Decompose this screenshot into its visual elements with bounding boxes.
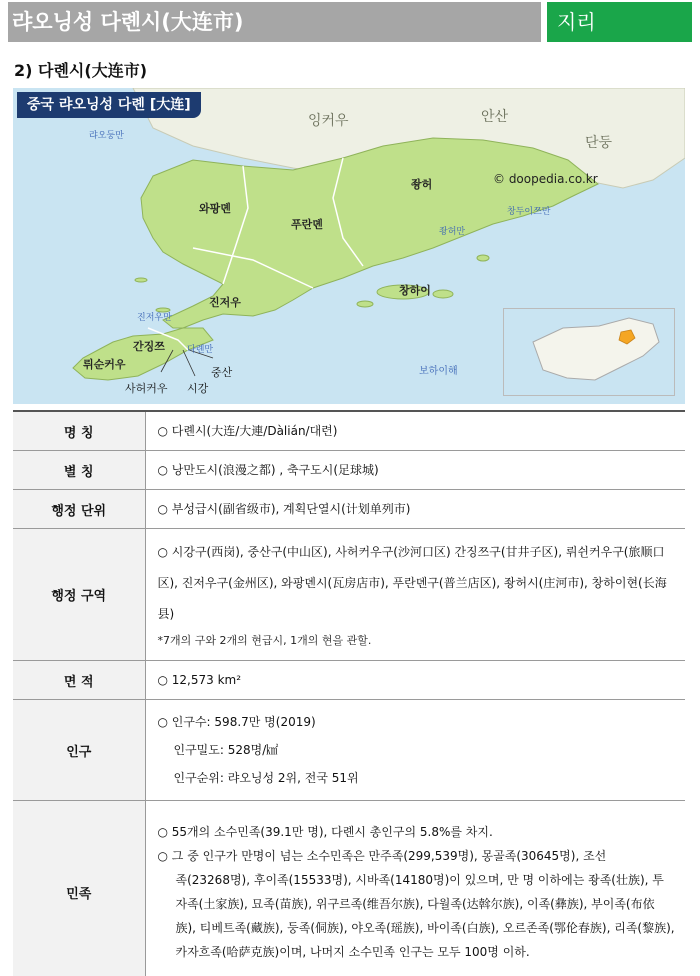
map-label-shahekou: 사허커우 xyxy=(125,382,168,395)
table-row xyxy=(13,411,685,451)
row-label-ethnic: 민족 xyxy=(13,801,145,976)
map-label-xigang: 시강 xyxy=(187,382,209,395)
row-label-alias: 별 칭 xyxy=(13,451,145,490)
map-title: 중국 랴오닝성 다롄 [大连] xyxy=(17,92,201,118)
map-label-zhongshan: 중산 xyxy=(211,366,233,379)
table-row xyxy=(13,490,685,529)
section-title: 2) 다롄시(大连市) xyxy=(14,61,148,80)
row-value-area: ○ 12,573 km² xyxy=(145,661,685,700)
map-label-liaodong-bay: 랴오둥만 xyxy=(89,131,124,141)
map-label-dandong: 단둥 xyxy=(585,135,613,151)
map-label-anshan: 안산 xyxy=(481,109,509,125)
population-rank: 인구순위: 랴오닝성 2위, 전국 51위 xyxy=(173,771,359,785)
ethnic-summary: ○ 55개의 소수민족(39.1만 명), 다롄시 총인구의 5.8%를 차지. xyxy=(157,825,493,840)
map-label-changhai: 창하이 xyxy=(399,284,431,297)
map-label-ganjingzi: 간징쯔 xyxy=(133,340,165,353)
row-label-admin-area: 행정 구역 xyxy=(13,529,145,661)
row-value-population xyxy=(145,700,685,801)
header-title: 랴오닝성 다롄시(大连市) xyxy=(8,2,541,42)
map-label-jinzhou: 진저우 xyxy=(209,296,241,309)
info-table xyxy=(13,410,685,976)
ethnic-detail-rest: 족(23268명), 후이족(15533명), 시바족(14180명)이 있으며, 만 명 이하에는 좡족(壮族), 투자족(土家族), 묘족(苗族), 위구르족(维吾尔族), 다월족(达斡尔族), 이족(彝族), 부이족(布依族), 티베트족(藏族), 둥족(侗族), 야오족(瑶族), 바이족(白族), 오르존족(鄂伦春族), 리족(黎族), 카자흐족(哈萨克族)이며, 나머지 소수민족 인구는 모두 100명 이하. xyxy=(175,873,675,960)
dalian-map xyxy=(13,88,685,404)
table-row xyxy=(13,529,685,661)
row-value-admin-area xyxy=(145,529,685,661)
map-label-lushunkou: 뤼순커우 xyxy=(83,358,126,371)
row-value-admin-unit: ○ 부성급시(副省级市), 계획단열시(计划单列市) xyxy=(145,490,685,529)
row-value-ethnic xyxy=(145,801,685,976)
map-inset-china xyxy=(503,308,675,396)
row-label-population: 인구 xyxy=(13,700,145,801)
table-row xyxy=(13,661,685,700)
population-density: 인구밀도: 528명/㎢ xyxy=(173,743,279,757)
page-header xyxy=(8,2,692,42)
map-label-wafangdian: 와팡뎬 xyxy=(199,202,231,215)
map-label-jinzhou-bay: 진저우만 xyxy=(137,313,172,323)
table-row xyxy=(13,801,685,976)
row-label-name: 명 칭 xyxy=(13,411,145,451)
row-label-area: 면 적 xyxy=(13,661,145,700)
header-category: 지리 xyxy=(547,2,692,42)
map-label-zhuanghe: 좡허 xyxy=(411,178,433,191)
row-label-admin-unit: 행정 단위 xyxy=(13,490,145,529)
row-value-alias: ○ 낭만도시(浪漫之都) , 축구도시(足球城) xyxy=(145,451,685,490)
map-label-bohai: 보하이해 xyxy=(419,366,458,377)
table-row xyxy=(13,700,685,801)
admin-area-text: ○ 시강구(西岗), 중산구(中山区), 사허커우구(沙河口区) 간징쯔구(甘井子区), 뤼쉰커우구(旅顺口区), 진저우구(金州区), 와팡뎬시(瓦房店市), 푸란뎬구(普兰店区), 좡허시(庄河市), 창하이현(长海县) xyxy=(157,545,667,621)
row-value-name: ○ 다롄시(大连/大連/Dàlián/대련) xyxy=(145,411,685,451)
map-label-dalian-bay: 다롄만 xyxy=(187,345,214,355)
table-row xyxy=(13,451,685,490)
admin-area-note: *7개의 구와 2개의 현급시, 1개의 현을 관할. xyxy=(157,634,372,647)
map-label-pulandian: 푸란뎬 xyxy=(291,218,323,231)
population-count: ○ 인구수: 598.7만 명(2019) xyxy=(157,715,316,729)
map-label-zhuanghe-bay: 좡허만 xyxy=(439,227,466,237)
ethnic-detail-first: ○ 그 중 인구가 만명이 넘는 소수민족은 만주족(299,539명), 몽골족(30645명), 조선 xyxy=(157,849,607,864)
map-copyright: © doopedia.co.kr xyxy=(493,172,598,186)
map-label-changdui-bay: 창두이쯔만 xyxy=(507,207,551,217)
map-label-yingkou: 잉커우 xyxy=(308,113,349,129)
